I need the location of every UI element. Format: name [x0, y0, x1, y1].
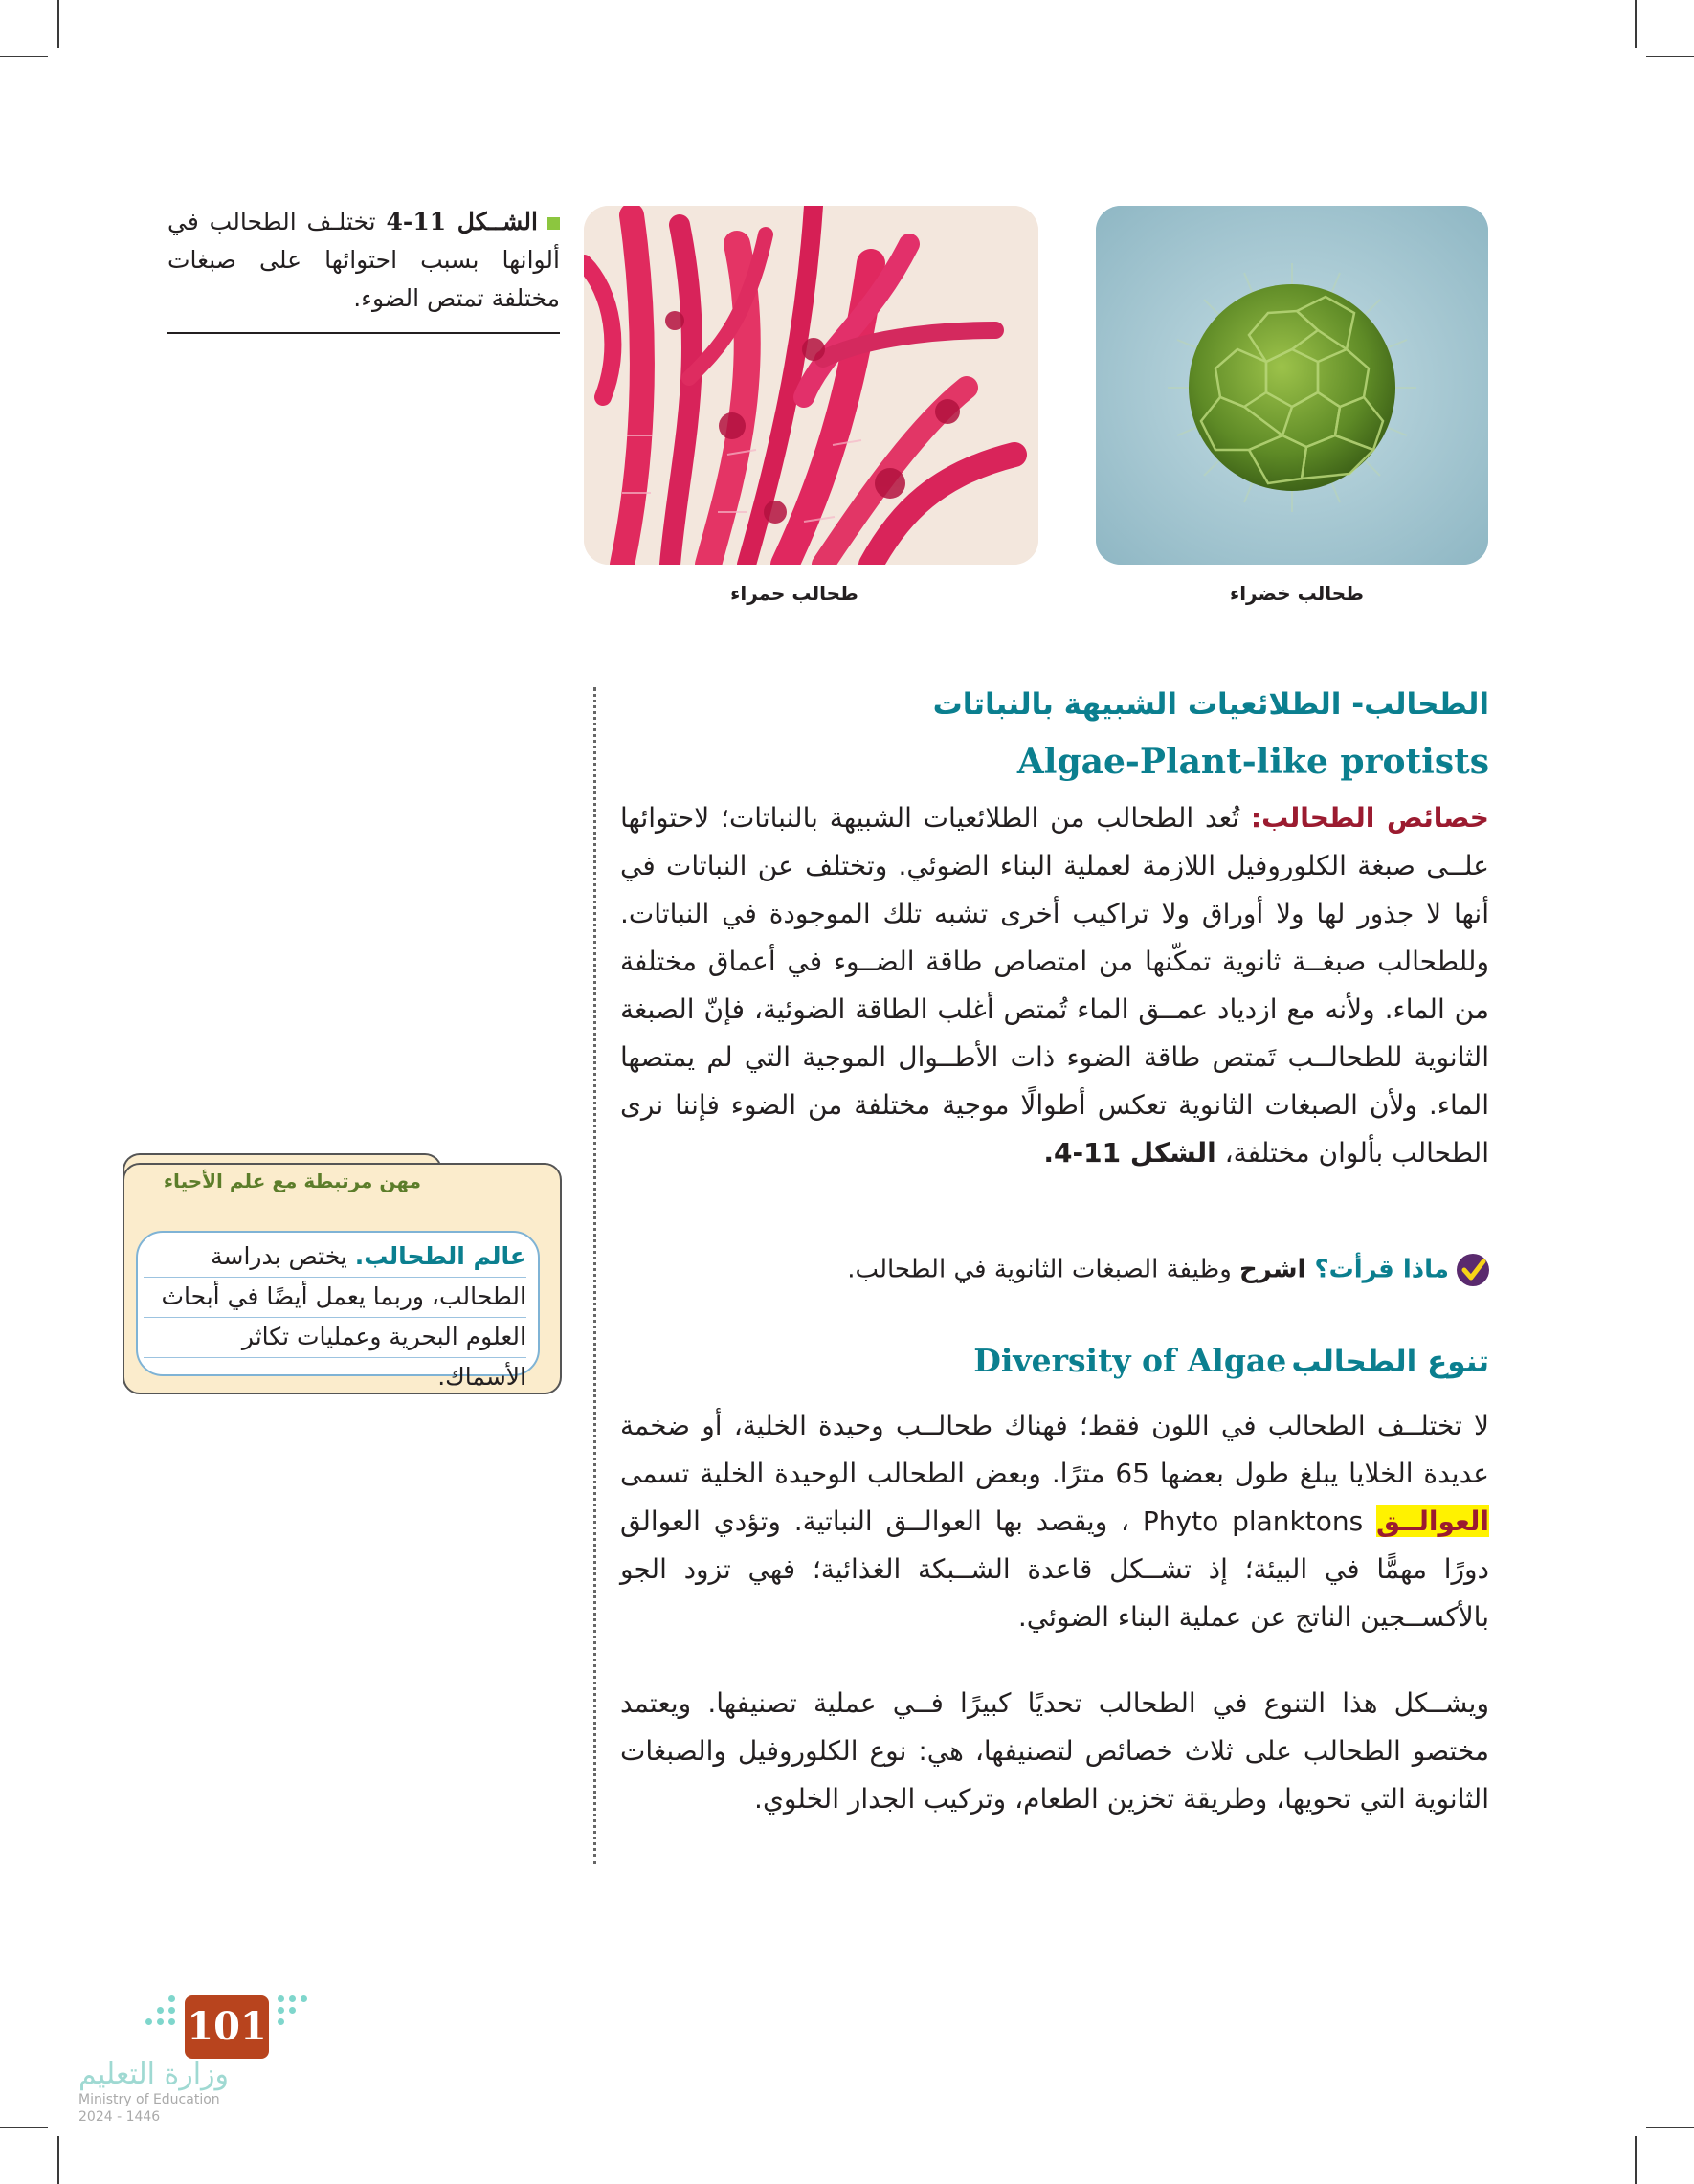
red-algae-photo [584, 206, 1038, 565]
crop-mark [57, 0, 59, 48]
section2-heading [620, 1342, 1489, 1379]
phytoplankton-term: العوالــق [1376, 1505, 1489, 1537]
figure-reference: الشكل 11-4. [1043, 1137, 1216, 1169]
caption-divider [167, 332, 560, 334]
column-divider [593, 687, 596, 1864]
green-algae-photo [1096, 206, 1488, 565]
reading-check-label: ماذا قرأت؟ [1314, 1255, 1449, 1284]
reading-check-text: وظيفة الصبغات الثانوية في الطحالب. [847, 1255, 1240, 1284]
reading-check [620, 1254, 1489, 1286]
career-title: مهن مرتبطة مع علم الأحياء [163, 1170, 421, 1192]
crop-mark [1646, 56, 1694, 57]
crop-mark [0, 2127, 48, 2128]
crop-mark [57, 2136, 59, 2184]
career-text [148, 1237, 526, 1397]
green-algae-caption: طحالب خضراء [1229, 582, 1365, 605]
section2-heading-ar: تنوع الطحالب [1291, 1345, 1489, 1379]
section1-paragraph [620, 794, 1489, 1177]
edition-year: 2024 - 1446 [78, 2109, 161, 2125]
section2-paragraph1 [620, 1402, 1489, 1641]
section1-lead: خصائص الطحالب: [1250, 802, 1489, 834]
section1-heading-en: Algae-Plant-like protists [1016, 742, 1489, 782]
crop-mark [0, 56, 48, 57]
section2-heading-en: Diversity of Algae [973, 1342, 1287, 1379]
section1-heading-ar: الطحالب- الطلائعيات الشبيهة بالنباتات [932, 687, 1489, 722]
section1-body: تُعد الطحالب من الطلائعيات الشبيهة بالنباتات؛ لاحتوائها علــى صبغة الكلوروفيل اللازمة لعملية البناء الضوئي. وتختلف عن النباتات في أنها لا جذور لها ولا أوراق ولا تراكيب أخرى تشبه تلك الموجودة في النباتات. وللطحالب صبغــة ثانوية تمكّنها من امتصاص طاقة الضــوء في أعماق مختلفة من الماء. ولأنه مع ازدياد عمــق الماء تُمتص أغلب الطاقة الضوئية، فإنّ الصبغة الثانوية للطحالــب تَمتص طاقة الضوء ذات الأطــوال الموجية التي لم يمتصها الماء. ولأن الصبغات الثانوية تعكس أطوالًا موجية مختلفة من الضوء فإننا نرى الطحالب بألوان مختلفة، [620, 802, 1489, 1169]
ministry-logo-text: وزارة التعليم [78, 2058, 230, 2091]
checkmark-icon [1457, 1254, 1489, 1286]
section2-p1-a: لا تختلــف الطحالب في اللون فقط؛ فهناك طحالــب وحيدة الخلية، أو ضخمة عديدة الخلايا يبلغ طول بعضها 65 مترًا. وبعض الطحالب الوحيدة الخلية تسمى [620, 1410, 1490, 1489]
career-name: عالم الطحالب. [354, 1242, 526, 1270]
career-description: يختص بدراسة الطحالب، وربما يعمل أيضًا في أبحاث العلوم البحرية وعمليات تكاثر الأسماك. [161, 1242, 526, 1391]
crop-mark [1635, 2136, 1637, 2184]
reading-check-verb: اشرح [1239, 1255, 1315, 1284]
red-algae-caption: طحالب حمراء [730, 582, 858, 605]
ministry-name-en: Ministry of Education [78, 2092, 220, 2107]
crop-mark [1635, 0, 1637, 48]
section2-p1-b: Phyto planktons ، ويقصد بها العوالــق النباتية. وتؤدي العوالق دورًا مهمًّا في البيئة؛ إذ تشــكل قاعدة الشــبكة الغذائية؛ فهي تزود الجو بالأكســجين الناتج عن عملية البناء الضوئي. [620, 1505, 1489, 1633]
crop-mark [1646, 2127, 1694, 2128]
page-number: 101 [185, 1995, 269, 2059]
figure-label: الشــكل 11-4 [386, 208, 538, 235]
bullet-icon [547, 217, 560, 230]
figure-caption [167, 203, 560, 318]
figure-caption-text: تختلـف الطحالب في ألوانها بسبب احتوائها على صبغات مختلفة تمتص الضوء. [167, 208, 560, 312]
section2-paragraph2: ويشــكل هذا التنوع في الطحالب تحديًا كبيرًا فــي عملية تصنيفها. ويعتمد مختصو الطحالب على ثلاث خصائص لتصنيفها، هي: نوع الكلوروفيل والصبغات الثانوية التي تحويها، وطريقة تخزين الطعام، وتركيب الجدار الخلوي. [620, 1687, 1489, 1815]
